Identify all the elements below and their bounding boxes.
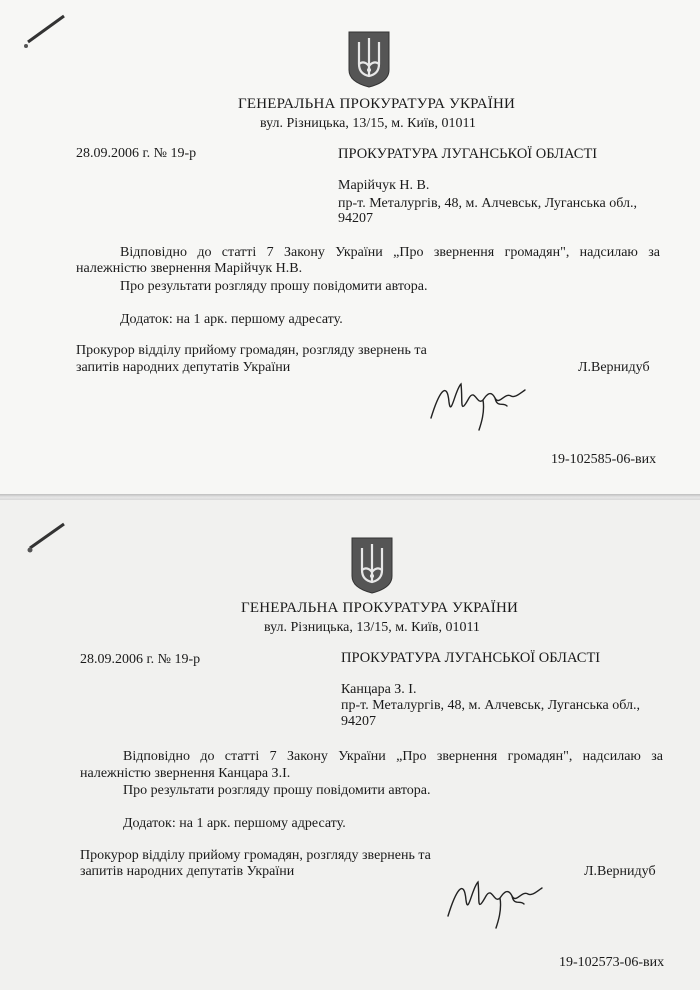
addressee-postcode: 94207: [338, 211, 373, 226]
org-title: ГЕНЕРАЛЬНА ПРОКУРАТУРА УКРАЇНИ: [241, 600, 519, 616]
outgoing-number: 19-102585-06-вих: [551, 452, 657, 467]
body-paragraph-line-1: Відповідно до статті 7 Закону України „Про звернення громадян", надсилаю за: [123, 749, 663, 764]
signatory-name: Л.Вернидуб: [584, 864, 656, 879]
trident-emblem-icon: [350, 536, 394, 594]
attachment-note: Додаток: на 1 арк. першому адресату.: [123, 816, 346, 831]
addressee-address: пр-т. Металургів, 48, м. Алчевськ, Луганська обл.,: [338, 196, 637, 211]
body-request: Про результати розгляду прошу повідомити автора.: [120, 279, 428, 294]
org-title: ГЕНЕРАЛЬНА ПРОКУРАТУРА УКРАЇНИ: [238, 96, 516, 112]
addressee-address: пр-т. Металургів, 48, м. Алчевськ, Луганська обл.,: [341, 698, 640, 713]
addressee-name: Канцара З. І.: [341, 682, 417, 697]
handwritten-signature-icon: [442, 870, 562, 930]
body-paragraph-line-2: належністю звернення Марійчук Н.В.: [76, 261, 303, 276]
signatory-position: Прокурор відділу прийому громадян, розгляду звернень та: [76, 343, 427, 358]
body-request: Про результати розгляду прошу повідомити автора.: [123, 783, 431, 798]
handwritten-signature-icon: [425, 372, 545, 432]
body-paragraph-line-1: Відповідно до статті 7 Закону України „Про звернення громадян", надсилаю за: [120, 245, 660, 260]
attachment-note: Додаток: на 1 арк. першому адресату.: [120, 312, 343, 327]
recipient-org: ПРОКУРАТУРА ЛУГАНСЬКОЇ ОБЛАСТІ: [341, 650, 601, 666]
signatory-position-line-2: запитів народних депутатів України: [76, 360, 291, 375]
org-address: вул. Різницька, 13/15, м. Київ, 01011: [264, 620, 480, 635]
signatory-name: Л.Вернидуб: [578, 360, 650, 375]
scan-mark-icon: [20, 10, 70, 50]
outgoing-number: 19-102573-06-вих: [559, 955, 665, 970]
org-address: вул. Різницька, 13/15, м. Київ, 01011: [260, 116, 476, 131]
addressee-name: Марійчук Н. В.: [338, 178, 430, 193]
trident-emblem-icon: [347, 30, 391, 88]
recipient-org: ПРОКУРАТУРА ЛУГАНСЬКОЇ ОБЛАСТІ: [338, 146, 598, 162]
signatory-position-line-2: запитів народних депутатів України: [80, 864, 295, 879]
date-number: 28.09.2006 г. № 19-р: [76, 146, 197, 161]
scan-mark-icon: [22, 516, 72, 556]
date-number: 28.09.2006 г. № 19-р: [80, 652, 201, 667]
addressee-postcode: 94207: [341, 714, 376, 729]
body-paragraph-line-2: належністю звернення Канцара З.І.: [80, 766, 291, 781]
letter-2: [0, 500, 700, 990]
signatory-position: Прокурор відділу прийому громадян, розгляду звернень та: [80, 848, 431, 863]
